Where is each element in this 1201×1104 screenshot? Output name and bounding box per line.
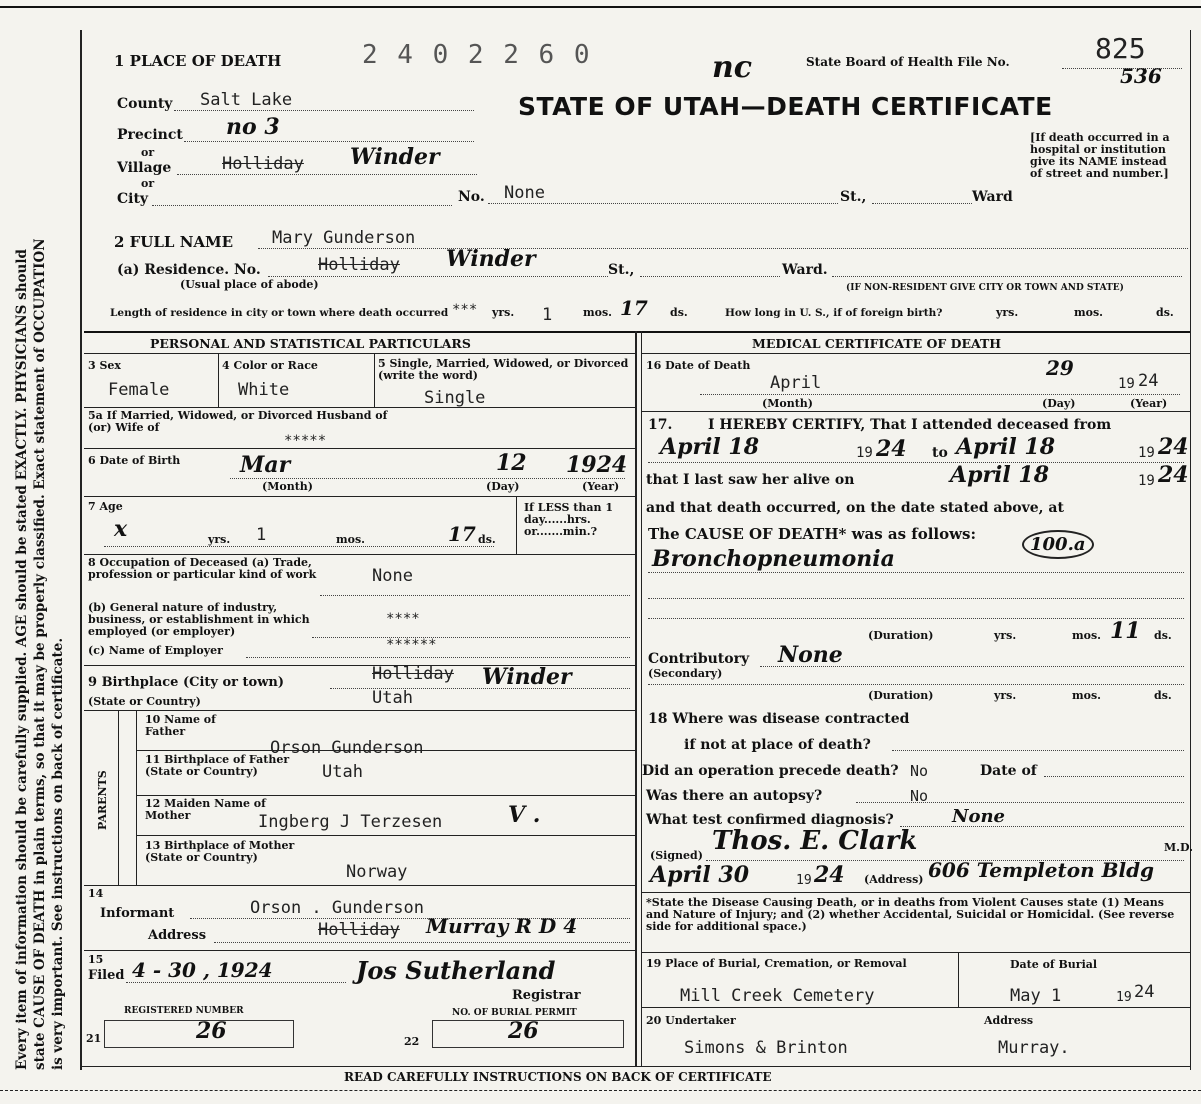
operation-value: No xyxy=(910,762,929,780)
dob-year-caption: (Year) xyxy=(582,480,620,493)
to-year: 24 xyxy=(1158,434,1189,460)
registrar-signature: Jos Sutherland xyxy=(356,956,556,985)
mother-rule xyxy=(136,835,635,836)
residence-typed: Holliday xyxy=(318,255,400,275)
attended-line xyxy=(648,462,1184,463)
or-2: or xyxy=(141,177,155,190)
footer-rule xyxy=(80,1066,1190,1067)
informant-address-hand: Murray R D 4 xyxy=(426,914,578,938)
spouse-label: 5a If Married, Widowed, or Divorced Husband of (or) Wife of xyxy=(88,409,388,434)
age-ds: 17 xyxy=(448,522,476,546)
mother-bp-rule xyxy=(84,885,635,886)
cert-number: 17. xyxy=(648,417,673,433)
father-bp-rule xyxy=(136,795,635,796)
duration-yrs-1: yrs. xyxy=(994,629,1017,642)
precinct-line xyxy=(184,141,474,142)
autopsy-value: No xyxy=(910,787,929,805)
medical-title-rule xyxy=(641,353,1190,354)
cause-label: The CAUSE OF DEATH* was as follows: xyxy=(648,525,977,543)
father-value: Orson Gunderson xyxy=(270,738,424,758)
attended-to: April 18 xyxy=(956,434,1056,460)
burial-place: Mill Creek Cemetery xyxy=(680,986,875,1006)
undertaker-address-label: Address xyxy=(984,1014,1034,1027)
age-label: 7 Age xyxy=(88,500,123,513)
cause-line-1 xyxy=(648,572,1184,573)
length-yrs-label: yrs. xyxy=(492,306,515,319)
grid-top xyxy=(84,331,1190,333)
dod-month-caption: (Month) xyxy=(762,397,813,410)
reg-num-label: REGISTERED NUMBER xyxy=(124,1006,244,1016)
row9-rule xyxy=(84,710,635,711)
burial-date-label: Date of Burial xyxy=(1010,958,1098,971)
filed-line xyxy=(126,982,346,983)
employer-label: (c) Name of Employer xyxy=(88,644,223,657)
employer-line xyxy=(246,657,630,658)
registrar-initials: nc xyxy=(712,50,753,85)
dob-year: 1924 xyxy=(566,452,628,478)
less-than-label: If LESS than 1 day......hrs. or.......min.? xyxy=(524,501,613,538)
autopsy-line xyxy=(856,802,1184,803)
residence-line xyxy=(268,276,608,277)
age-ds-label: ds. xyxy=(478,533,496,546)
parents-divider-1 xyxy=(118,710,119,885)
dob-line xyxy=(230,478,625,479)
sex-value: Female xyxy=(108,380,170,400)
st-line xyxy=(872,203,972,204)
sidebar-line-3: is very important. See instructions on back of certificate. xyxy=(50,637,66,1070)
last-saw-date: April 18 xyxy=(950,462,1050,488)
cause-line-2 xyxy=(648,598,1184,599)
last-year: 24 xyxy=(1158,462,1189,488)
no-line xyxy=(488,203,838,204)
file-no-label: State Board of Health File No. xyxy=(806,55,1010,69)
age-divider xyxy=(516,496,517,554)
cause-code: 100.a xyxy=(1022,530,1094,559)
contributory-value: None xyxy=(778,642,843,668)
parents-divider-2 xyxy=(136,710,137,885)
duration-mos-value: 11 xyxy=(1110,618,1141,644)
city-line xyxy=(152,205,452,206)
length-label: Length of residence in city or town where death occurred xyxy=(110,307,449,319)
signed-year-prefix: 19 xyxy=(796,873,812,888)
nonresident-note: (IF NON-RESIDENT GIVE CITY OR TOWN AND STATE) xyxy=(846,283,1124,293)
st-label: St., xyxy=(840,189,867,205)
residence-st-line xyxy=(640,276,780,277)
village-label: Village xyxy=(117,160,172,176)
informant-rule xyxy=(84,950,635,951)
file-no: 825 xyxy=(1095,32,1146,65)
industry-value: **** xyxy=(386,611,420,627)
race-label: 4 Color or Race xyxy=(222,359,318,372)
attended-from: April 18 xyxy=(660,434,760,460)
contracted-label: 18 Where was disease contracted xyxy=(648,711,910,727)
ward-label: Ward xyxy=(972,189,1013,205)
secondary-label: (Secondary) xyxy=(648,667,723,680)
parents-label: PARENTS xyxy=(96,770,109,830)
dod-day-caption: (Day) xyxy=(1042,397,1076,410)
contracted-line xyxy=(892,750,1184,751)
county-value: Salt Lake xyxy=(200,90,293,110)
contracted-label-2: if not at place of death? xyxy=(684,737,871,753)
industry-line xyxy=(312,637,630,638)
informant-value: Orson . Gunderson xyxy=(250,898,424,918)
foreign-mos-label: mos. xyxy=(1074,306,1103,319)
physician-signature: Thos. E. Clark xyxy=(712,826,918,856)
age-mos: 1 xyxy=(256,525,267,545)
undertaker-value: Simons & Brinton xyxy=(684,1038,848,1058)
certificate-title: STATE OF UTAH—DEATH CERTIFICATE xyxy=(518,92,1053,121)
informant-address-typed: Holliday xyxy=(318,920,400,940)
burial-label: 19 Place of Burial, Cremation, or Removal xyxy=(646,957,907,970)
from-year-prefix: 19 xyxy=(856,445,873,461)
informant-address-line xyxy=(214,942,630,943)
filed-number: 15 xyxy=(88,953,104,966)
length-ds: 17 xyxy=(620,296,648,320)
residence-label: (a) Residence. No. xyxy=(117,262,261,278)
burial-year-prefix: 19 xyxy=(1116,990,1132,1005)
footer-instructions: READ CAREFULLY INSTRUCTIONS ON BACK OF CERTIFICATE xyxy=(344,1070,772,1084)
birthplace-state: Utah xyxy=(372,688,413,708)
certify-text: I HEREBY CERTIFY, That I attended deceased from xyxy=(708,417,1112,433)
autopsy-label: Was there an autopsy? xyxy=(646,788,823,804)
length-mos-label: mos. xyxy=(583,306,612,319)
burial-permit-label: NO. OF BURIAL PERMIT xyxy=(452,1008,577,1018)
death-occurred-text: and that death occurred, on the date stated above, at xyxy=(646,500,1064,516)
residence-ward-label: Ward. xyxy=(782,262,828,278)
dob-month: Mar xyxy=(240,452,291,478)
industry-label: (b) General nature of industry, business, or establishment in which employed (or employer) xyxy=(88,601,310,638)
burial-rule xyxy=(641,1007,1190,1008)
signed-label: (Signed) xyxy=(650,849,703,862)
father-bp-value: Utah xyxy=(322,762,363,782)
occupation-label: 8 Occupation of Deceased (a) Trade, profession or particular kind of work xyxy=(88,556,317,581)
city-label: City xyxy=(117,191,149,207)
dob-day-caption: (Day) xyxy=(486,480,520,493)
contributory-line-2 xyxy=(648,684,1184,685)
father-label: 10 Name of Father xyxy=(145,713,216,738)
dod-label: 16 Date of Death xyxy=(646,359,751,372)
birthplace-label: 9 Birthplace (City or town) xyxy=(88,675,285,690)
address-label: (Address) xyxy=(864,873,924,886)
row7-rule xyxy=(84,554,635,555)
dob-month-caption: (Month) xyxy=(262,480,313,493)
duration-mos-2: mos. xyxy=(1072,689,1101,702)
sidebar-line-1: Every item of information should be carefully supplied. AGE should be stated EXACTLY. PHYSICIANS should xyxy=(14,249,30,1070)
dod-year-prefix: 19 xyxy=(1118,376,1135,392)
n22-label: 22 xyxy=(404,1035,420,1048)
undertaker-address: Murray. xyxy=(998,1038,1070,1058)
reg-num-value: 26 xyxy=(196,1018,227,1044)
to-year-prefix: 19 xyxy=(1138,445,1155,461)
or-1: or xyxy=(141,146,155,159)
village-line xyxy=(177,174,477,175)
last-year-prefix: 19 xyxy=(1138,473,1155,489)
foreign-ds-label: ds. xyxy=(1156,306,1174,319)
dod-day: 29 xyxy=(1046,356,1074,380)
burial-divider xyxy=(958,952,959,1007)
informant-label: Informant xyxy=(100,906,175,921)
test-line xyxy=(900,826,1184,827)
signed-year: 24 xyxy=(814,862,845,888)
marital-value: Single xyxy=(424,388,486,408)
full-name-label: 2 FULL NAME xyxy=(114,233,234,251)
no-label: No. xyxy=(458,189,485,205)
village-hand: Winder xyxy=(350,144,440,170)
age-mos-label: mos. xyxy=(336,533,365,546)
precinct-value: no 3 xyxy=(226,114,280,140)
residence-st-label: St., xyxy=(608,262,635,278)
footnote-rule xyxy=(641,952,1190,953)
burial-permit-value: 26 xyxy=(508,1018,539,1044)
usual-abode-label: (Usual place of abode) xyxy=(180,278,319,291)
top-border xyxy=(0,6,1201,8)
contributory-label: Contributory xyxy=(648,651,750,667)
operation-line xyxy=(1044,776,1184,777)
hospital-note: [If death occurred in a hospital or institution give its NAME instead of street and number.] xyxy=(1030,131,1170,180)
to-label: to xyxy=(932,445,948,461)
stamp-number: 2 4 0 2 2 6 0 xyxy=(362,40,592,70)
sex-divider xyxy=(218,353,219,407)
age-yrs: x xyxy=(114,516,128,542)
duration-ds-2: ds. xyxy=(1154,689,1172,702)
cause-value: Bronchopneumonia xyxy=(652,546,895,572)
mother-label: 12 Maiden Name of Mother xyxy=(145,797,266,822)
duration-ds-1: ds. xyxy=(1154,629,1172,642)
burial-year: 24 xyxy=(1134,982,1155,1002)
spouse-value: ***** xyxy=(284,433,327,449)
filed-label: Filed xyxy=(88,968,125,983)
md-label: M.D. xyxy=(1164,841,1193,854)
dod-line xyxy=(700,394,1180,395)
employer-value: ****** xyxy=(386,637,437,653)
length-stars: *** xyxy=(452,302,478,318)
place-of-death-label: 1 PLACE OF DEATH xyxy=(114,52,282,70)
informant-address-label: Address xyxy=(148,928,207,943)
footnote: *State the Disease Causing Death, or in deaths from Violent Causes state (1) Means and Nature of Injury; and (2) whether Accidental, Suicidal or Homicidal. (See reverse side for additional space.) xyxy=(646,896,1175,933)
duration-label-2: (Duration) xyxy=(868,689,934,702)
full-name-line xyxy=(258,248,1188,249)
medical-section-title: MEDICAL CERTIFICATE OF DEATH xyxy=(752,336,1002,351)
sex-label: 3 Sex xyxy=(88,359,121,372)
length-mos: 1 xyxy=(542,305,553,325)
no-value: None xyxy=(504,183,545,203)
dod-month: April xyxy=(770,373,822,393)
foreign-label: How long in U. S., if of foreign birth? xyxy=(725,307,943,319)
age-line xyxy=(104,546,494,547)
cause-line-3 xyxy=(648,618,1184,619)
full-name-value: Mary Gunderson xyxy=(272,228,416,248)
duration-yrs-2: yrs. xyxy=(994,689,1017,702)
village-typed: Holliday xyxy=(222,154,304,174)
father-rule xyxy=(136,750,635,751)
occupation-value: None xyxy=(372,566,413,586)
dod-year-caption: (Year) xyxy=(1130,397,1168,410)
duration-mos-1: mos. xyxy=(1072,629,1101,642)
signed-date: April 30 xyxy=(650,862,750,888)
precinct-label: Precinct xyxy=(117,127,183,143)
signed-rule xyxy=(641,892,1190,893)
duration-label-1: (Duration) xyxy=(868,629,934,642)
race-divider xyxy=(374,353,375,407)
right-frame xyxy=(1190,30,1191,1070)
row3-rule xyxy=(84,407,635,408)
center-divider xyxy=(635,331,637,1066)
personal-title-rule xyxy=(84,353,635,354)
dod-year: 24 xyxy=(1138,371,1159,391)
age-yrs-label: yrs. xyxy=(208,533,231,546)
undertaker-label: 20 Undertaker xyxy=(646,1014,736,1027)
county-label: County xyxy=(117,96,173,112)
test-value: None xyxy=(952,806,1005,827)
filed-date: 4 - 30 , 1924 xyxy=(132,958,273,982)
birthplace-typed: Holliday xyxy=(372,664,454,684)
sidebar-line-2: state CAUSE OF DEATH in plain terms, so that it may be properly classified. Exact statement of OCCUPATION xyxy=(32,238,48,1070)
bottom-border xyxy=(0,1090,1201,1091)
date-of-label: Date of xyxy=(980,763,1037,779)
father-bp-label: 11 Birthplace of Father (State or Country) xyxy=(145,753,290,778)
dob-label: 6 Date of Birth xyxy=(88,454,181,467)
birthplace-state-label: (State or Country) xyxy=(88,695,201,708)
row6-rule xyxy=(84,496,635,497)
birthplace-hand: Winder xyxy=(482,664,572,690)
operation-label: Did an operation precede death? xyxy=(642,763,899,779)
mother-bp-value: Norway xyxy=(346,862,408,882)
foreign-yrs-label: yrs. xyxy=(996,306,1019,319)
burial-date: May 1 xyxy=(1010,986,1062,1006)
personal-section-title: PERSONAL AND STATISTICAL PARTICULARS xyxy=(150,336,471,351)
mother-value: Ingberg J Terzesen xyxy=(258,812,443,832)
last-saw-text: that I last saw her alive on xyxy=(646,472,855,488)
row5a-rule xyxy=(84,448,635,449)
registrar-label: Registrar xyxy=(512,988,581,1003)
n21-label: 21 xyxy=(86,1032,102,1045)
file-no-secondary: 536 xyxy=(1120,64,1162,88)
county-line xyxy=(174,110,474,111)
dob-day: 12 xyxy=(496,450,527,476)
mother-mark: V . xyxy=(508,802,541,828)
mother-bp-label: 13 Birthplace of Mother (State or Country) xyxy=(145,839,295,864)
physician-address: 606 Templeton Bldg xyxy=(928,858,1155,882)
contributory-line xyxy=(760,666,1184,667)
dod-rule xyxy=(641,411,1190,412)
center-divider-2 xyxy=(641,331,642,1066)
left-frame xyxy=(80,30,82,1070)
test-label: What test confirmed diagnosis? xyxy=(646,812,894,828)
informant-number: 14 xyxy=(88,887,104,900)
marital-label: 5 Single, Married, Widowed, or Divorced (write the word) xyxy=(378,357,629,382)
length-ds-label: ds. xyxy=(670,306,688,319)
residence-hand: Winder xyxy=(446,246,536,272)
race-value: White xyxy=(238,380,290,400)
from-year: 24 xyxy=(876,436,907,462)
occupation-line xyxy=(320,595,630,596)
residence-ward-line xyxy=(832,276,1182,277)
